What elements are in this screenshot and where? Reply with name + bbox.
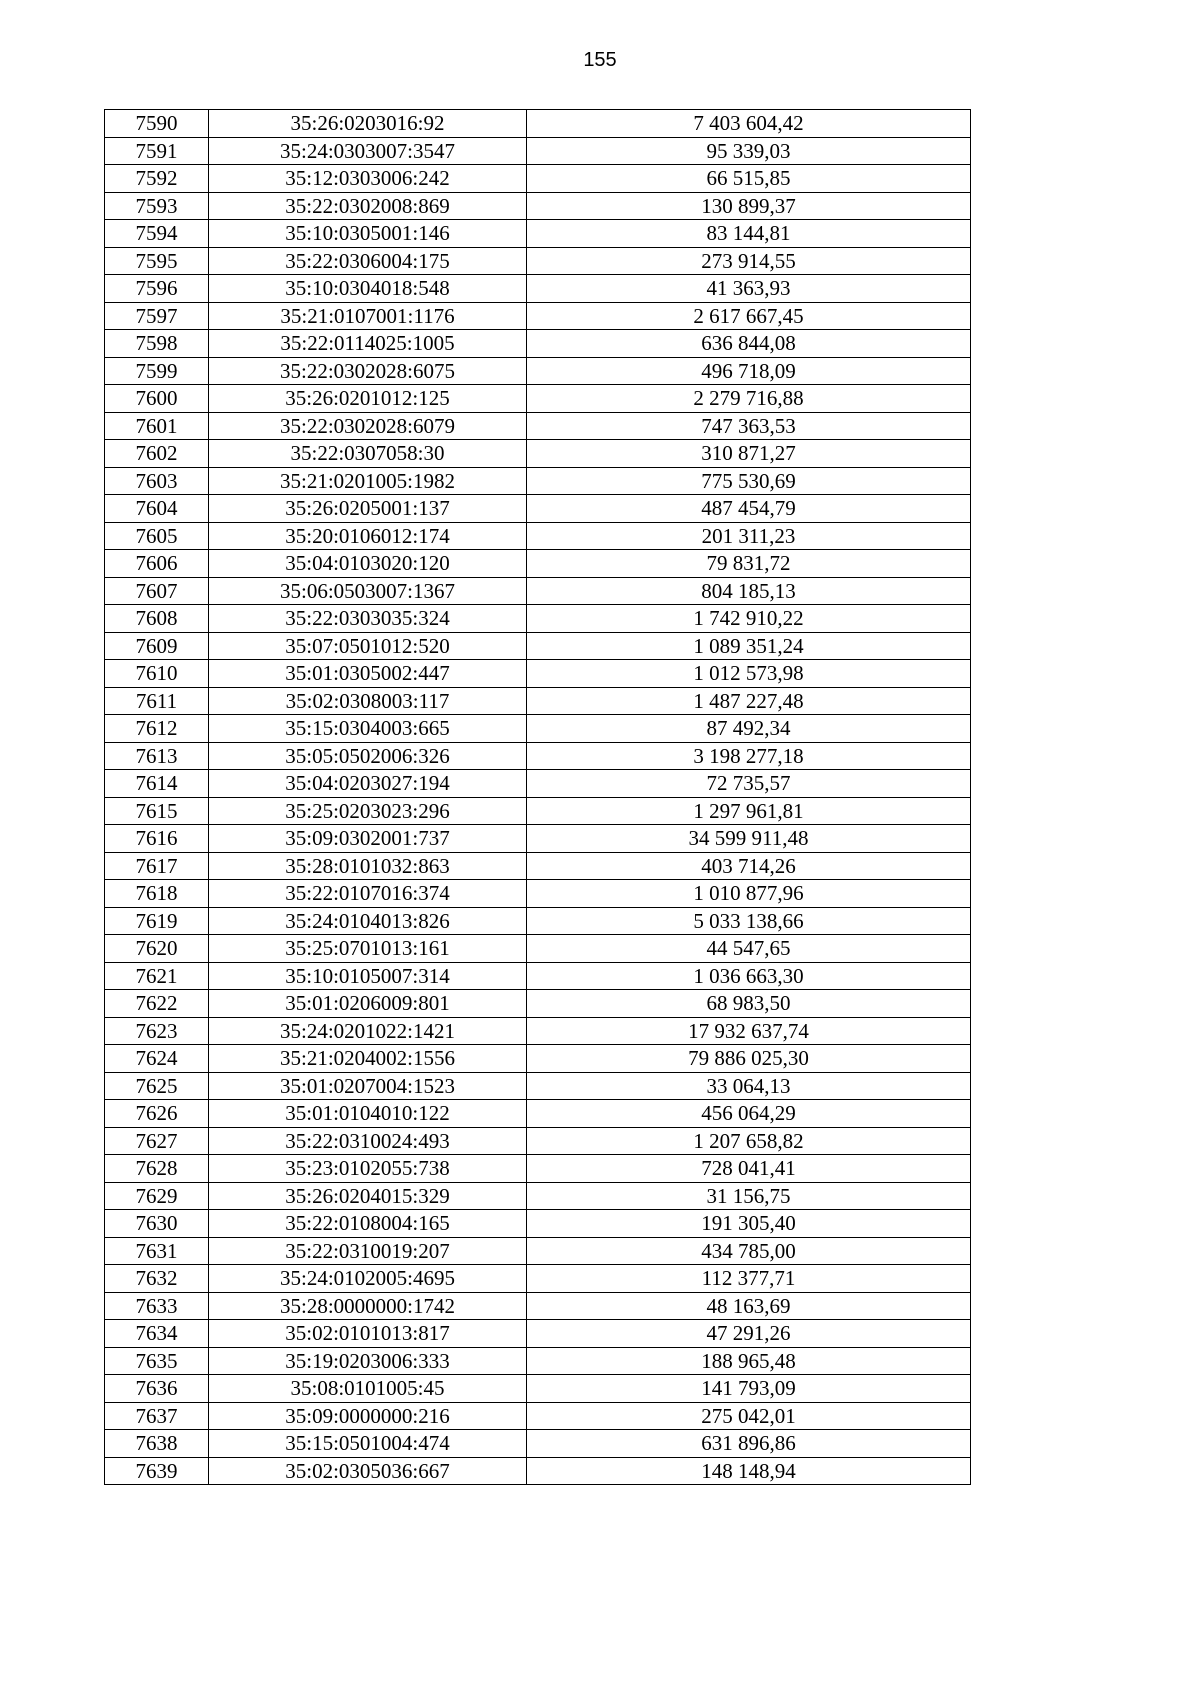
cadastral-number-cell: 35:09:0000000:216 — [209, 1402, 527, 1430]
cadastral-number-cell: 35:24:0104013:826 — [209, 907, 527, 935]
row-number-cell: 7594 — [105, 220, 209, 248]
table-row — [105, 440, 971, 468]
table-body — [105, 110, 971, 1485]
table-row — [105, 605, 971, 633]
row-number-cell: 7630 — [105, 1210, 209, 1238]
table-row — [105, 275, 971, 303]
cadastral-number-cell: 35:02:0308003:117 — [209, 687, 527, 715]
cadastral-number-cell: 35:24:0201022:1421 — [209, 1017, 527, 1045]
cadastral-value-cell: 403 714,26 — [527, 852, 971, 880]
table-row — [105, 687, 971, 715]
cadastral-number-cell: 35:26:0205001:137 — [209, 495, 527, 523]
table-row — [105, 907, 971, 935]
cadastral-value-cell: 2 279 716,88 — [527, 385, 971, 413]
cadastral-number-cell: 35:01:0104010:122 — [209, 1100, 527, 1128]
cadastral-number-cell: 35:26:0204015:329 — [209, 1182, 527, 1210]
table-row — [105, 1182, 971, 1210]
row-number-cell: 7635 — [105, 1347, 209, 1375]
row-number-cell: 7629 — [105, 1182, 209, 1210]
row-number-cell: 7607 — [105, 577, 209, 605]
page-number: 155 — [583, 49, 617, 71]
cadastral-value-cell: 1 036 663,30 — [527, 962, 971, 990]
table-row — [105, 1347, 971, 1375]
table-row — [105, 1402, 971, 1430]
cadastral-number-cell: 35:02:0305036:667 — [209, 1457, 527, 1485]
row-number-cell: 7609 — [105, 632, 209, 660]
cadastral-number-cell: 35:22:0302028:6079 — [209, 412, 527, 440]
row-number-cell: 7615 — [105, 797, 209, 825]
cadastral-number-cell: 35:04:0203027:194 — [209, 770, 527, 798]
row-number-cell: 7637 — [105, 1402, 209, 1430]
table-row — [105, 385, 971, 413]
table-row — [105, 1320, 971, 1348]
cadastral-value-cell: 1 012 573,98 — [527, 660, 971, 688]
cadastral-value-cell: 48 163,69 — [527, 1292, 971, 1320]
row-number-cell: 7611 — [105, 687, 209, 715]
table-row — [105, 330, 971, 358]
cadastral-number-cell: 35:24:0303007:3547 — [209, 137, 527, 165]
cadastral-value-cell: 1 010 877,96 — [527, 880, 971, 908]
cadastral-number-cell: 35:24:0102005:4695 — [209, 1265, 527, 1293]
cadastral-number-cell: 35:22:0303035:324 — [209, 605, 527, 633]
cadastral-value-cell: 3 198 277,18 — [527, 742, 971, 770]
cadastral-number-cell: 35:09:0302001:737 — [209, 825, 527, 853]
row-number-cell: 7590 — [105, 110, 209, 138]
cadastral-number-cell: 35:22:0114025:1005 — [209, 330, 527, 358]
row-number-cell: 7616 — [105, 825, 209, 853]
cadastral-number-cell: 35:10:0105007:314 — [209, 962, 527, 990]
table-row — [105, 1045, 971, 1073]
cadastral-number-cell: 35:01:0305002:447 — [209, 660, 527, 688]
cadastral-value-cell: 2 617 667,45 — [527, 302, 971, 330]
cadastral-value-cell: 631 896,86 — [527, 1430, 971, 1458]
row-number-cell: 7597 — [105, 302, 209, 330]
row-number-cell: 7605 — [105, 522, 209, 550]
cadastral-number-cell: 35:21:0107001:1176 — [209, 302, 527, 330]
cadastral-number-cell: 35:22:0107016:374 — [209, 880, 527, 908]
cadastral-value-cell: 1 742 910,22 — [527, 605, 971, 633]
row-number-cell: 7632 — [105, 1265, 209, 1293]
cadastral-number-cell: 35:15:0501004:474 — [209, 1430, 527, 1458]
row-number-cell: 7596 — [105, 275, 209, 303]
cadastral-value-cell: 747 363,53 — [527, 412, 971, 440]
cadastral-value-cell: 273 914,55 — [527, 247, 971, 275]
cadastral-number-cell: 35:22:0302028:6075 — [209, 357, 527, 385]
table-row — [105, 247, 971, 275]
cadastral-number-cell: 35:04:0103020:120 — [209, 550, 527, 578]
cadastral-value-table — [104, 109, 971, 1485]
cadastral-number-cell: 35:22:0302008:869 — [209, 192, 527, 220]
cadastral-value-cell: 775 530,69 — [527, 467, 971, 495]
table-row — [105, 1100, 971, 1128]
table-row — [105, 1237, 971, 1265]
cadastral-number-cell: 35:10:0305001:146 — [209, 220, 527, 248]
table-row — [105, 165, 971, 193]
row-number-cell: 7599 — [105, 357, 209, 385]
row-number-cell: 7614 — [105, 770, 209, 798]
row-number-cell: 7603 — [105, 467, 209, 495]
table-row — [105, 495, 971, 523]
cadastral-number-cell: 35:25:0701013:161 — [209, 935, 527, 963]
cadastral-value-cell: 275 042,01 — [527, 1402, 971, 1430]
table-row — [105, 550, 971, 578]
cadastral-value-cell: 83 144,81 — [527, 220, 971, 248]
cadastral-value-cell: 728 041,41 — [527, 1155, 971, 1183]
row-number-cell: 7598 — [105, 330, 209, 358]
cadastral-value-cell: 34 599 911,48 — [527, 825, 971, 853]
row-number-cell: 7625 — [105, 1072, 209, 1100]
cadastral-value-cell: 17 932 637,74 — [527, 1017, 971, 1045]
cadastral-number-cell: 35:21:0204002:1556 — [209, 1045, 527, 1073]
cadastral-value-cell: 141 793,09 — [527, 1375, 971, 1403]
table-row — [105, 852, 971, 880]
table-row — [105, 192, 971, 220]
cadastral-value-cell: 79 831,72 — [527, 550, 971, 578]
cadastral-number-cell: 35:08:0101005:45 — [209, 1375, 527, 1403]
table-row — [105, 1292, 971, 1320]
row-number-cell: 7619 — [105, 907, 209, 935]
table-row — [105, 880, 971, 908]
table-row — [105, 1017, 971, 1045]
row-number-cell: 7622 — [105, 990, 209, 1018]
cadastral-number-cell: 35:26:0203016:92 — [209, 110, 527, 138]
table-row — [105, 797, 971, 825]
row-number-cell: 7634 — [105, 1320, 209, 1348]
row-number-cell: 7600 — [105, 385, 209, 413]
cadastral-number-cell: 35:22:0310019:207 — [209, 1237, 527, 1265]
table-row — [105, 742, 971, 770]
cadastral-number-cell: 35:01:0207004:1523 — [209, 1072, 527, 1100]
cadastral-number-cell: 35:20:0106012:174 — [209, 522, 527, 550]
cadastral-value-cell: 5 033 138,66 — [527, 907, 971, 935]
row-number-cell: 7617 — [105, 852, 209, 880]
row-number-cell: 7610 — [105, 660, 209, 688]
cadastral-value-cell: 87 492,34 — [527, 715, 971, 743]
table-row — [105, 990, 971, 1018]
table-row — [105, 962, 971, 990]
cadastral-number-cell: 35:25:0203023:296 — [209, 797, 527, 825]
row-number-cell: 7601 — [105, 412, 209, 440]
table-row — [105, 1375, 971, 1403]
cadastral-value-cell: 1 297 961,81 — [527, 797, 971, 825]
cadastral-value-cell: 434 785,00 — [527, 1237, 971, 1265]
cadastral-value-cell: 72 735,57 — [527, 770, 971, 798]
table-row — [105, 302, 971, 330]
cadastral-value-cell: 496 718,09 — [527, 357, 971, 385]
row-number-cell: 7626 — [105, 1100, 209, 1128]
cadastral-number-cell: 35:22:0306004:175 — [209, 247, 527, 275]
table-row — [105, 770, 971, 798]
table-row — [105, 1072, 971, 1100]
cadastral-value-cell: 191 305,40 — [527, 1210, 971, 1238]
table-row — [105, 1430, 971, 1458]
table-row — [105, 1265, 971, 1293]
table-row — [105, 577, 971, 605]
row-number-cell: 7628 — [105, 1155, 209, 1183]
cadastral-value-cell: 31 156,75 — [527, 1182, 971, 1210]
cadastral-number-cell: 35:28:0101032:863 — [209, 852, 527, 880]
row-number-cell: 7591 — [105, 137, 209, 165]
cadastral-number-cell: 35:28:0000000:1742 — [209, 1292, 527, 1320]
row-number-cell: 7631 — [105, 1237, 209, 1265]
cadastral-value-cell: 201 311,23 — [527, 522, 971, 550]
cadastral-value-cell: 44 547,65 — [527, 935, 971, 963]
cadastral-value-cell: 79 886 025,30 — [527, 1045, 971, 1073]
cadastral-number-cell: 35:21:0201005:1982 — [209, 467, 527, 495]
row-number-cell: 7638 — [105, 1430, 209, 1458]
cadastral-number-cell: 35:07:0501012:520 — [209, 632, 527, 660]
table-row — [105, 935, 971, 963]
cadastral-number-cell: 35:12:0303006:242 — [209, 165, 527, 193]
cadastral-value-cell: 456 064,29 — [527, 1100, 971, 1128]
row-number-cell: 7606 — [105, 550, 209, 578]
cadastral-value-cell: 487 454,79 — [527, 495, 971, 523]
cadastral-value-cell: 188 965,48 — [527, 1347, 971, 1375]
cadastral-value-cell: 1 487 227,48 — [527, 687, 971, 715]
table-row — [105, 467, 971, 495]
table-row — [105, 660, 971, 688]
table-row — [105, 1457, 971, 1485]
cadastral-value-cell: 7 403 604,42 — [527, 110, 971, 138]
cadastral-value-cell: 41 363,93 — [527, 275, 971, 303]
cadastral-value-cell: 112 377,71 — [527, 1265, 971, 1293]
table-row — [105, 715, 971, 743]
cadastral-number-cell: 35:22:0307058:30 — [209, 440, 527, 468]
cadastral-number-cell: 35:22:0310024:493 — [209, 1127, 527, 1155]
cadastral-number-cell: 35:02:0101013:817 — [209, 1320, 527, 1348]
row-number-cell: 7592 — [105, 165, 209, 193]
table-row — [105, 1210, 971, 1238]
cadastral-value-cell: 130 899,37 — [527, 192, 971, 220]
row-number-cell: 7627 — [105, 1127, 209, 1155]
table-row — [105, 137, 971, 165]
row-number-cell: 7633 — [105, 1292, 209, 1320]
row-number-cell: 7618 — [105, 880, 209, 908]
cadastral-number-cell: 35:22:0108004:165 — [209, 1210, 527, 1238]
cadastral-value-cell: 47 291,26 — [527, 1320, 971, 1348]
cadastral-value-cell: 148 148,94 — [527, 1457, 971, 1485]
row-number-cell: 7613 — [105, 742, 209, 770]
table-row — [105, 110, 971, 138]
cadastral-number-cell: 35:23:0102055:738 — [209, 1155, 527, 1183]
row-number-cell: 7621 — [105, 962, 209, 990]
row-number-cell: 7593 — [105, 192, 209, 220]
cadastral-number-cell: 35:26:0201012:125 — [209, 385, 527, 413]
cadastral-value-cell: 310 871,27 — [527, 440, 971, 468]
table-row — [105, 522, 971, 550]
row-number-cell: 7604 — [105, 495, 209, 523]
row-number-cell: 7639 — [105, 1457, 209, 1485]
table-row — [105, 825, 971, 853]
cadastral-number-cell: 35:10:0304018:548 — [209, 275, 527, 303]
cadastral-number-cell: 35:15:0304003:665 — [209, 715, 527, 743]
cadastral-value-cell: 1 207 658,82 — [527, 1127, 971, 1155]
cadastral-value-cell: 636 844,08 — [527, 330, 971, 358]
table-row — [105, 412, 971, 440]
cadastral-number-cell: 35:19:0203006:333 — [209, 1347, 527, 1375]
row-number-cell: 7636 — [105, 1375, 209, 1403]
row-number-cell: 7595 — [105, 247, 209, 275]
table-row — [105, 1155, 971, 1183]
row-number-cell: 7608 — [105, 605, 209, 633]
row-number-cell: 7620 — [105, 935, 209, 963]
table-row — [105, 1127, 971, 1155]
table-row — [105, 220, 971, 248]
cadastral-value-cell: 66 515,85 — [527, 165, 971, 193]
table-row — [105, 357, 971, 385]
row-number-cell: 7602 — [105, 440, 209, 468]
row-number-cell: 7612 — [105, 715, 209, 743]
cadastral-number-cell: 35:06:0503007:1367 — [209, 577, 527, 605]
table-row — [105, 632, 971, 660]
cadastral-value-cell: 68 983,50 — [527, 990, 971, 1018]
cadastral-value-cell: 33 064,13 — [527, 1072, 971, 1100]
cadastral-value-cell: 95 339,03 — [527, 137, 971, 165]
cadastral-number-cell: 35:01:0206009:801 — [209, 990, 527, 1018]
cadastral-value-cell: 804 185,13 — [527, 577, 971, 605]
cadastral-number-cell: 35:05:0502006:326 — [209, 742, 527, 770]
cadastral-value-cell: 1 089 351,24 — [527, 632, 971, 660]
row-number-cell: 7623 — [105, 1017, 209, 1045]
row-number-cell: 7624 — [105, 1045, 209, 1073]
